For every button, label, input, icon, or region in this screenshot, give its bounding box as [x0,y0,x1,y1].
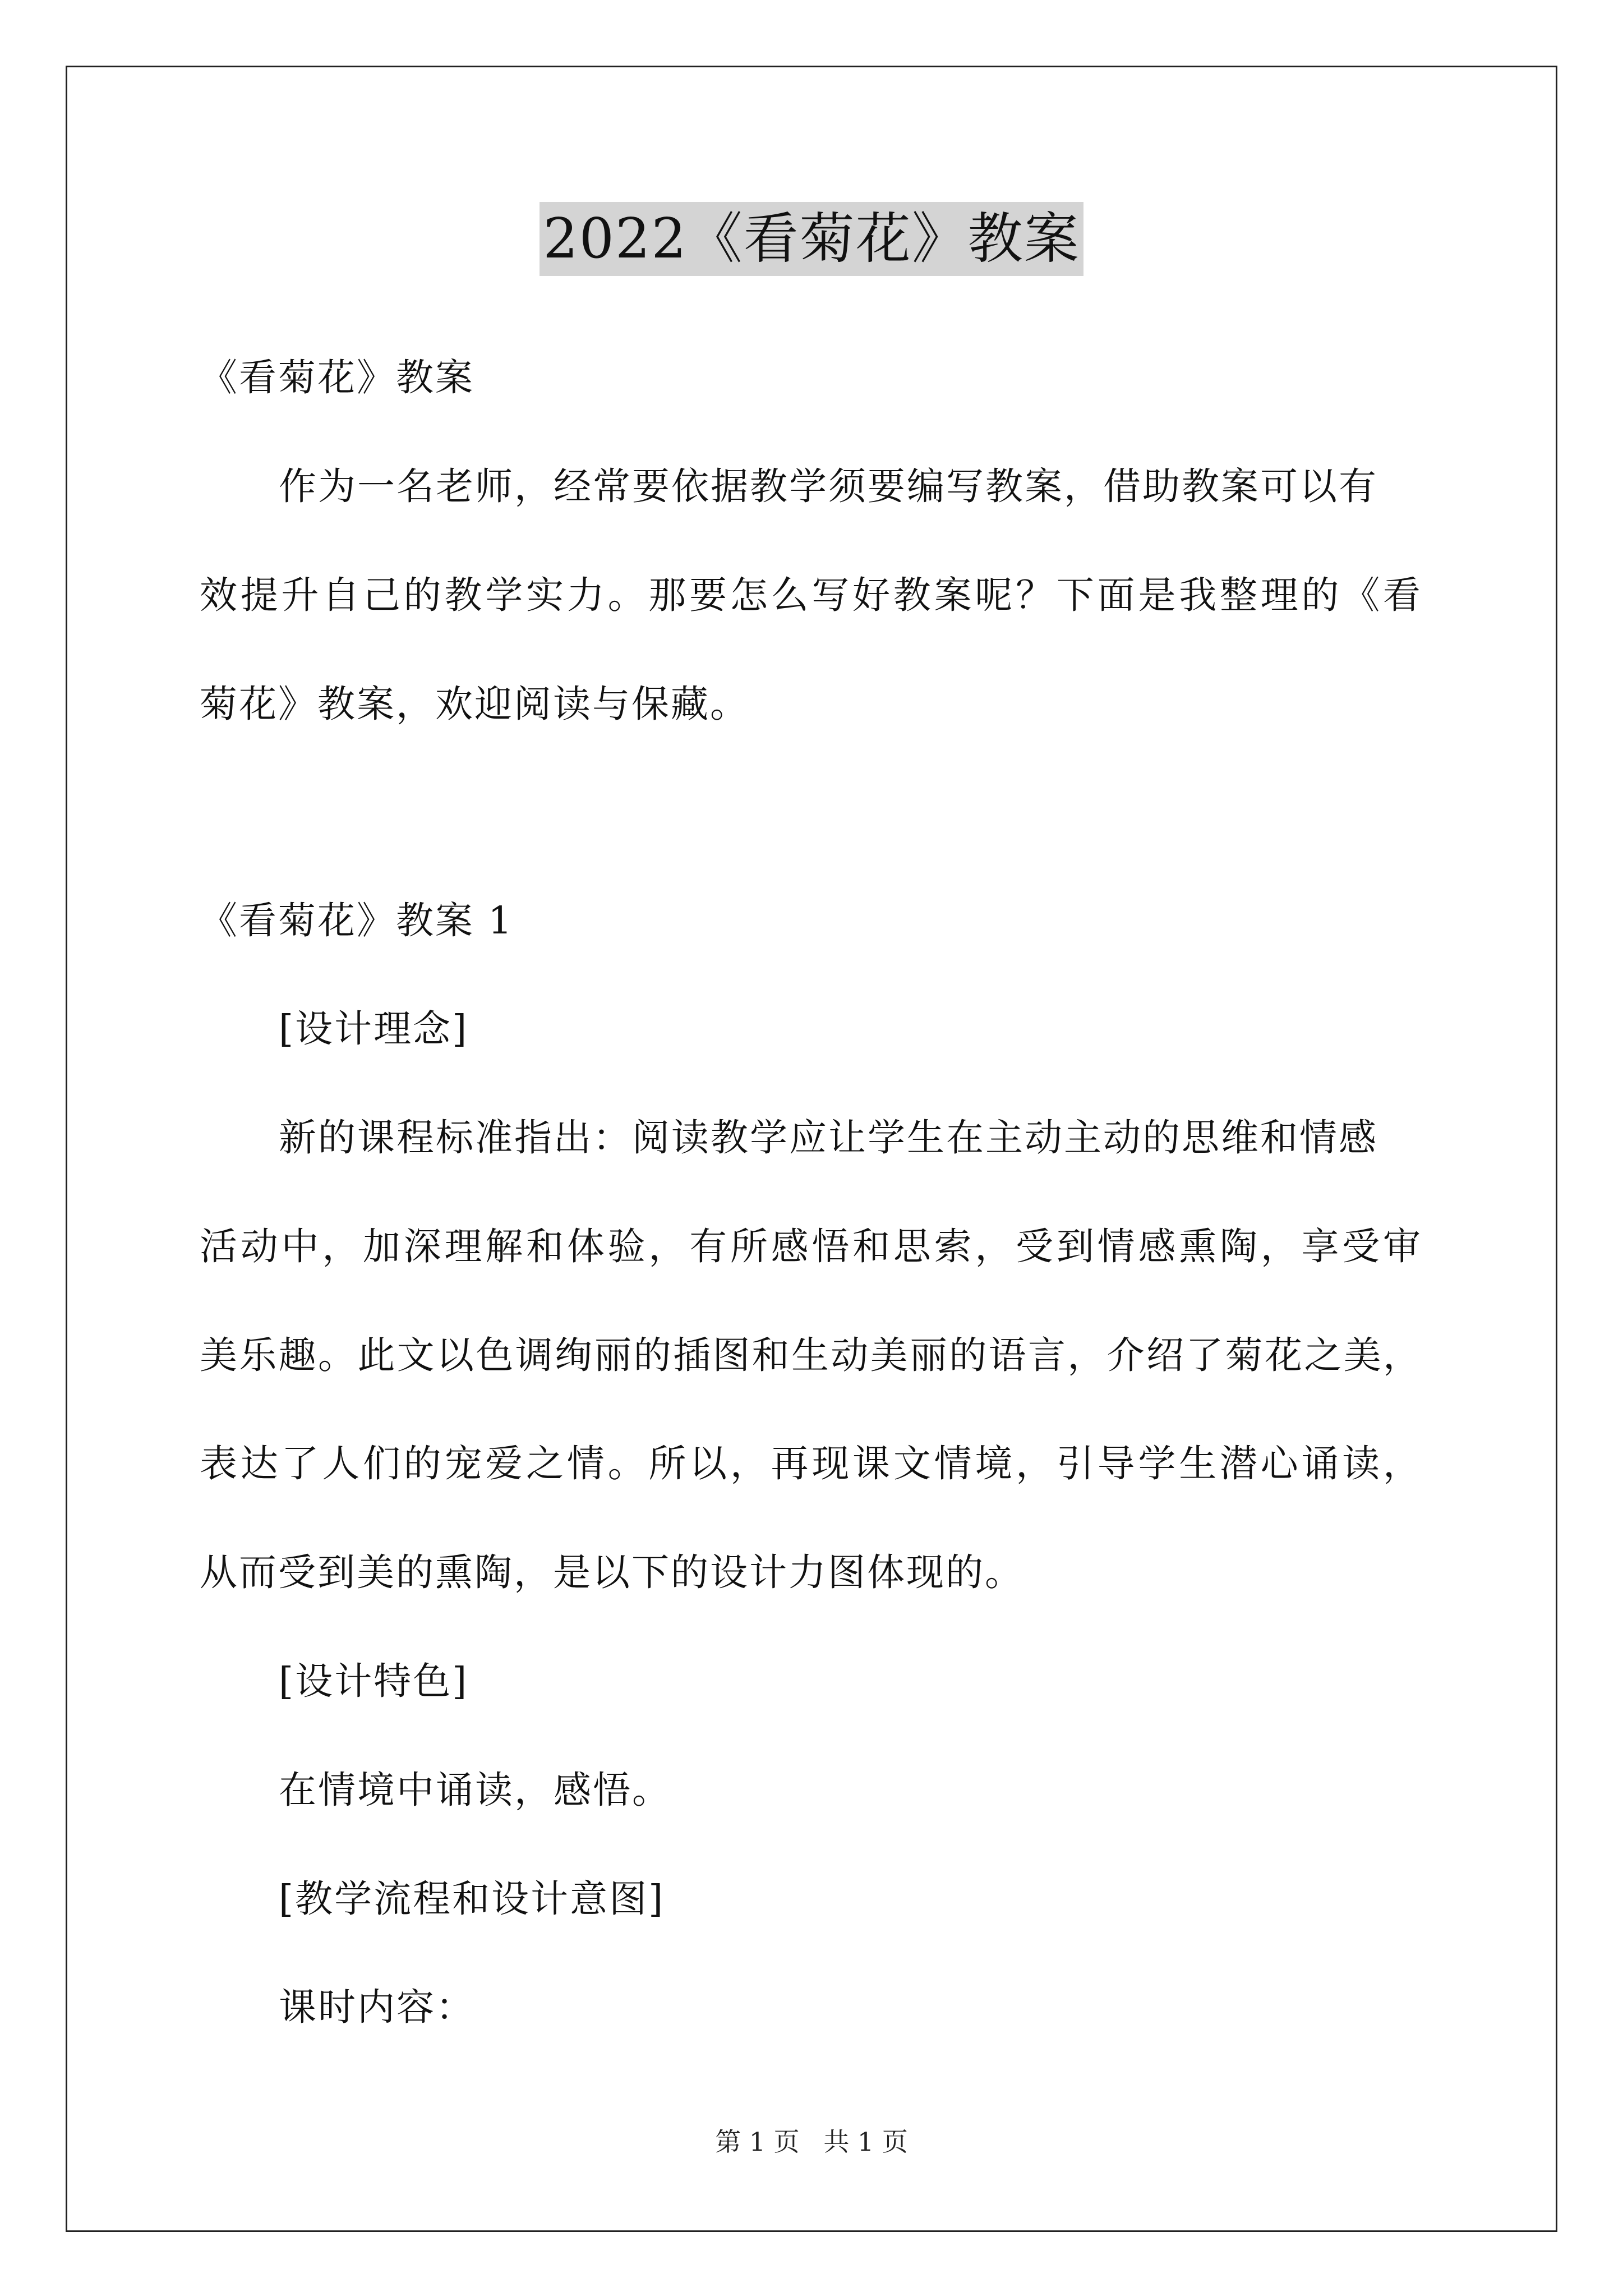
doc-subtitle: 《看菊花》教案 [200,356,474,399]
paragraph-line: 活动中，加深理解和体验，有所感悟和思索，受到情感熏陶，享受审 [200,1225,1422,1268]
page-footer [0,2125,1623,2159]
section-heading: 《看菊花》教案 1 [200,899,514,942]
paragraph-line: 在情境中诵读，感悟。 [279,1768,671,1812]
page-number: 第 1 页 [715,2127,800,2157]
paragraph-line: 从而受到美的熏陶，是以下的设计力图体现的。 [200,1550,1024,1594]
paragraph-line: 新的课程标准指出：阅读教学应让学生在主动主动的思维和情感 [279,1116,1378,1159]
paragraph-line: 课时内容： [279,1985,475,2029]
paragraph-line: 作为一名老师，经常要依据教学须要编写教案，借助教案可以有 [279,464,1378,508]
section-label: [教学流程和设计意图] [279,1877,665,1921]
section-label: [设计特色] [279,1659,469,1703]
paragraph-line: 效提升自己的教学实力。那要怎么写好教案呢？下面是我整理的《看 [200,573,1422,617]
paragraph-line: 菊花》教案，欢迎阅读与保藏。 [200,682,749,726]
section-label: [设计理念] [279,1007,469,1051]
paragraph-line: 表达了人们的宠爱之情。所以，再现课文情境，引导学生潜心诵读， [200,1442,1422,1485]
document-title: 2022《看菊花》教案 [540,202,1083,276]
paragraph-line: 美乐趣。此文以色调绚丽的插图和生动美丽的语言，介绍了菊花之美， [200,1333,1422,1377]
title-container [0,202,1623,276]
page-total: 共 1 页 [823,2127,908,2157]
